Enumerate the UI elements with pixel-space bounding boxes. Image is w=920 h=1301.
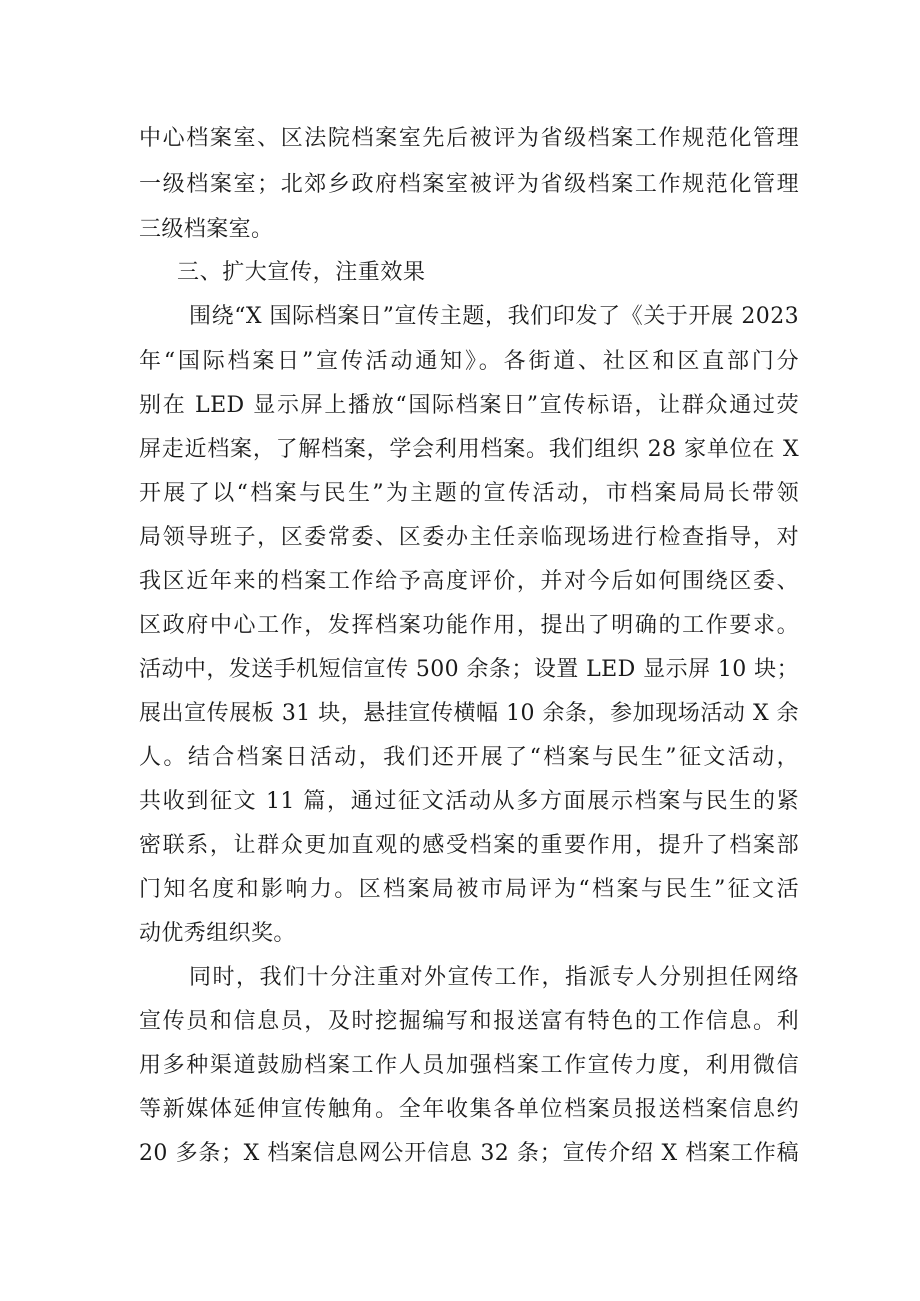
text-line: 屏走近档案，了解档案，学会利用档案。我们组织 28 家单位在 X	[139, 437, 799, 462]
text-line: 区政府中心工作，发挥档案功能作用，提出了明确的工作要求。	[139, 613, 799, 638]
text-line: 三级档案室。	[139, 217, 274, 242]
text-line: 年“国际档案日”宣传活动通知》。各街道、社区和区直部门分	[139, 349, 799, 374]
text-line: 密联系，让群众更加直观的感受档案的重要作用，提升了档案部	[139, 833, 799, 858]
text-line: 开展了以“档案与民生”为主题的宣传活动，市档案局局长带领	[139, 481, 799, 506]
text-line: 展出宣传展板 31 块，悬挂宣传横幅 10 余条，参加现场活动 X 余	[139, 701, 799, 726]
text-line: 别在 LED 显示屏上播放“国际档案日”宣传标语，让群众通过荧	[139, 393, 799, 418]
text-line: 同时，我们十分注重对外宣传工作，指派专人分别担任网络	[189, 965, 799, 990]
text-line: 一级档案室；北郊乡政府档案室被评为省级档案工作规范化管理	[139, 172, 799, 197]
text-line: 中心档案室、区法院档案室先后被评为省级档案工作规范化管理	[139, 126, 799, 151]
text-line: 等新媒体延伸宣传触角。全年收集各单位档案员报送档案信息约	[139, 1097, 799, 1122]
text-line: 动优秀组织奖。	[139, 921, 296, 946]
text-line: 用多种渠道鼓励档案工作人员加强档案工作宣传力度，利用微信	[139, 1053, 799, 1078]
text-line: 宣传员和信息员，及时挖掘编写和报送富有特色的工作信息。利	[139, 1009, 799, 1034]
section-heading: 三、扩大宣传，注重效果	[177, 260, 426, 285]
text-line: 人。结合档案日活动，我们还开展了“档案与民生”征文活动，	[139, 745, 799, 770]
text-line: 围绕“X 国际档案日”宣传主题，我们印发了《关于开展 2023	[189, 304, 799, 329]
text-line: 局领导班子，区委常委、区委办主任亲临现场进行检查指导，对	[139, 525, 799, 550]
text-line: 门知名度和影响力。区档案局被市局评为“档案与民生”征文活	[139, 877, 799, 902]
text-line: 我区近年来的档案工作给予高度评价，并对今后如何围绕区委、	[139, 569, 799, 594]
text-line: 20 多条；X 档案信息网公开信息 32 条；宣传介绍 X 档案工作稿	[139, 1141, 799, 1166]
text-line: 活动中，发送手机短信宣传 500 余条；设置 LED 显示屏 10 块；	[139, 657, 799, 682]
text-line: 共收到征文 11 篇，通过征文活动从多方面展示档案与民生的紧	[139, 789, 799, 814]
